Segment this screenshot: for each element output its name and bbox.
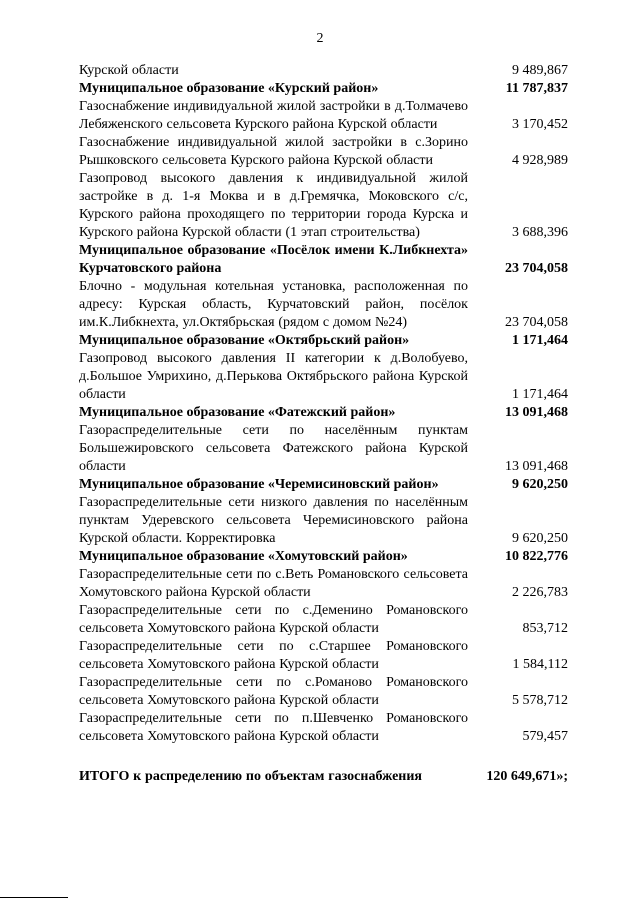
- table-row: [79, 278, 568, 332]
- table-row: [79, 710, 568, 746]
- row-description: Газораспределительные сети по с.Старшее Романовского сельсовета Хомутовского района Курской области: [79, 639, 468, 672]
- table-row: [79, 170, 568, 242]
- section-heading: Муниципальное образование «Фатежский район»: [79, 405, 396, 420]
- row-description: Курской области: [79, 63, 179, 78]
- row-amount: 13 091,468: [505, 459, 568, 474]
- row-amount: 4 928,989: [512, 153, 568, 168]
- section-heading-row: [79, 80, 568, 98]
- row-description: Газопровод высокого давления к индивидуальной жилой застройке в д. 1-я Моква и в д.Гремячка, Моковского с/с, Курского района проходящего по территории города Курска и Курского района Курской области (1 этап строительства): [79, 171, 468, 240]
- section-total: 10 822,776: [505, 549, 568, 564]
- row-amount: 23 704,058: [505, 315, 568, 330]
- row-description: Газораспределительные сети низкого давления по населённым пунктам Удеревского сельсовета Черемисиновского района Курской области. Корректировка: [79, 495, 468, 546]
- section-total: 11 787,837: [505, 81, 568, 96]
- section-heading: Муниципальное образование «Черемисиновский район»: [79, 477, 439, 492]
- row-amount: 5 578,712: [512, 693, 568, 708]
- section-heading-row: [79, 548, 568, 566]
- section-heading-row: [79, 332, 568, 350]
- section-heading: Муниципальное образование «Октябрьский район»: [79, 333, 410, 348]
- table-row: [79, 62, 568, 80]
- section-heading: Муниципальное образование «Хомутовский район»: [79, 549, 408, 564]
- section-total: 1 171,464: [512, 333, 568, 348]
- table-row: [79, 134, 568, 170]
- table-row: [79, 566, 568, 602]
- section-total: 23 704,058: [505, 261, 568, 276]
- page-number: 2: [316, 31, 324, 46]
- row-amount: 1 171,464: [512, 387, 568, 402]
- row-description: Блочно - модульная котельная установка, расположенная по адресу: Курская область, Курчатовский район, посёлок им.К.Либкнехта, ул.Октябрьская (рядом с домом №24): [79, 279, 468, 330]
- row-description: Газоснабжение индивидуальной жилой застройки в д.Толмачево Лебяженского сельсовета Курского района Курской области: [79, 99, 468, 132]
- row-amount: 2 226,783: [512, 585, 568, 600]
- grand-total-label: ИТОГО к распределению по объектам газоснабжения: [79, 769, 422, 784]
- row-description: Газопровод высокого давления II категории к д.Волобуево, д.Большое Умрихино, д.Перькова Октябрьского района Курской области: [79, 351, 468, 402]
- grand-total-row: [79, 768, 568, 786]
- footnote-divider: [0, 897, 68, 898]
- table-row: [79, 350, 568, 404]
- section-total: 13 091,468: [505, 405, 568, 420]
- allocation-table: [79, 62, 568, 786]
- row-amount: 853,712: [522, 621, 568, 636]
- row-description: Газораспределительные сети по с.Веть Романовского сельсовета Хомутовского района Курской области: [79, 567, 468, 600]
- table-row: [79, 674, 568, 710]
- table-row: [79, 494, 568, 548]
- table-row: [79, 98, 568, 134]
- section-heading: Муниципальное образование «Курский район»: [79, 81, 379, 96]
- row-amount: 3 688,396: [512, 225, 568, 240]
- row-description: Газораспределительные сети по с.Деменино Романовского сельсовета Хомутовского района Курской области: [79, 603, 468, 636]
- section-total: 9 620,250: [512, 477, 568, 492]
- row-amount: 3 170,452: [512, 117, 568, 132]
- row-description: Газораспределительные сети по с.Романово Романовского сельсовета Хомутовского района Курской области: [79, 675, 468, 708]
- grand-total-amount: 120 649,671»;: [486, 769, 568, 784]
- row-amount: 579,457: [522, 729, 568, 744]
- section-heading-row: [79, 242, 568, 278]
- row-amount: 9 489,867: [512, 63, 568, 78]
- row-amount: 9 620,250: [512, 531, 568, 546]
- table-row: [79, 422, 568, 476]
- section-heading: Муниципальное образование «Посёлок имени К.Либкнехта» Курчатовского района: [79, 243, 468, 276]
- row-description: Газоснабжение индивидуальной жилой застройки в с.Зорино Рышковского сельсовета Курского района Курской области: [79, 135, 468, 168]
- table-row: [79, 602, 568, 638]
- section-heading-row: [79, 404, 568, 422]
- section-heading-row: [79, 476, 568, 494]
- row-amount: 1 584,112: [512, 657, 568, 672]
- row-description: Газораспределительные сети по населённым пунктам Большежировского сельсовета Фатежского района Курской области: [79, 423, 468, 474]
- row-description: Газораспределительные сети по п.Шевченко Романовского сельсовета Хомутовского района Курской области: [79, 711, 468, 744]
- table-row: [79, 638, 568, 674]
